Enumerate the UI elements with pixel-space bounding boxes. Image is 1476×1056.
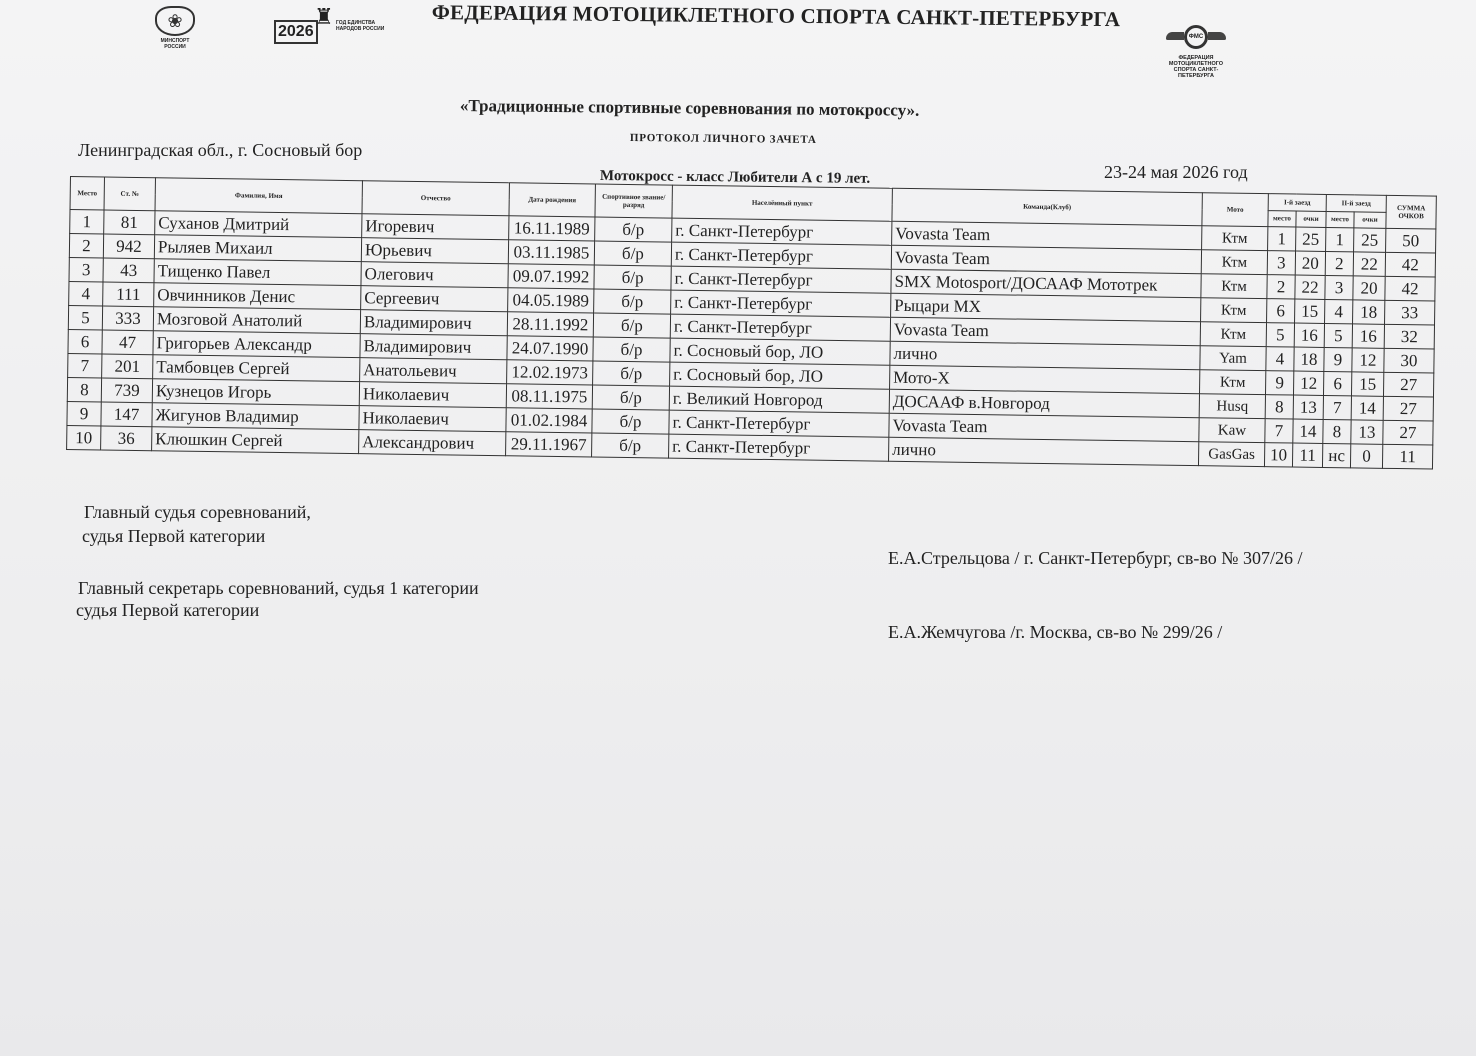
cell-race2-place: 1 xyxy=(1326,227,1354,251)
chief-secretary-title: Главный секретарь соревнований, судья 1 категории xyxy=(78,578,479,598)
cell-place: 5 xyxy=(68,305,102,329)
results-table-wrapper xyxy=(66,176,1437,470)
cell-patronymic: Олегович xyxy=(361,262,508,288)
cell-race2-place: нс xyxy=(1322,443,1350,467)
cell-place: 7 xyxy=(68,353,102,377)
cell-place: 10 xyxy=(67,425,101,449)
cell-moto: Ктм xyxy=(1201,298,1267,323)
year-of-unity-logo xyxy=(274,4,386,48)
cell-number: 47 xyxy=(102,330,153,355)
cell-rank: б/р xyxy=(593,313,670,338)
cell-team: Мото-Х xyxy=(890,365,1200,393)
minsport-logo xyxy=(150,6,200,50)
cell-race2-points: 20 xyxy=(1353,276,1385,300)
cell-race1-place: 8 xyxy=(1265,395,1293,419)
cell-name: Тищенко Павел xyxy=(154,259,361,286)
cell-race1-points: 12 xyxy=(1293,371,1323,395)
cell-rank: б/р xyxy=(592,409,669,434)
cell-name: Кузнецов Игорь xyxy=(152,379,359,406)
cell-team: лично xyxy=(889,437,1199,465)
cell-rank: б/р xyxy=(593,361,670,386)
cell-place: 1 xyxy=(70,210,104,234)
cell-moto: Ктм xyxy=(1200,370,1266,395)
winged-emblem-icon xyxy=(1166,24,1226,52)
cell-race1-points: 16 xyxy=(1294,323,1324,347)
cell-birth: 01.02.1984 xyxy=(506,408,592,433)
cell-total: 11 xyxy=(1382,444,1432,469)
col-race2-points: очки xyxy=(1354,211,1386,228)
cell-race1-place: 9 xyxy=(1265,371,1293,395)
col-patronymic: Отчество xyxy=(362,181,509,216)
cell-name: Тамбовцев Сергей xyxy=(153,355,360,382)
cell-race2-points: 14 xyxy=(1351,396,1383,420)
cell-moto: Ктм xyxy=(1202,226,1268,251)
cell-race1-place: 7 xyxy=(1265,419,1293,443)
cell-place: 4 xyxy=(69,281,103,305)
cell-moto: Kaw xyxy=(1199,418,1265,443)
cell-race2-place: 9 xyxy=(1324,347,1352,371)
cell-team: Vovasta Team xyxy=(890,317,1200,345)
cell-birth: 08.11.1975 xyxy=(506,384,592,409)
cell-city: г. Сосновый бор, ЛО xyxy=(670,362,890,389)
cell-race2-place: 3 xyxy=(1325,275,1353,299)
cell-name: Жигунов Владимир xyxy=(152,403,359,430)
cell-number: 333 xyxy=(102,306,153,331)
cell-race2-points: 22 xyxy=(1353,252,1385,276)
cell-total: 27 xyxy=(1383,420,1433,445)
cell-race1-place: 10 xyxy=(1264,443,1292,467)
cell-place: 6 xyxy=(68,329,102,353)
cell-race2-place: 5 xyxy=(1324,323,1352,347)
cell-name: Григорьев Александр xyxy=(153,331,360,358)
cell-team: Vovasta Team xyxy=(889,413,1199,441)
cell-team: SMX Motosport/ДОСААФ Мототрек xyxy=(891,269,1201,297)
cell-city: г. Санкт-Петербург xyxy=(671,242,891,269)
col-race1-points: очки xyxy=(1296,211,1326,228)
cell-moto: Ктм xyxy=(1201,250,1267,275)
cell-race1-points: 25 xyxy=(1296,227,1326,251)
cell-moto: Ктм xyxy=(1200,322,1266,347)
cell-race1-place: 6 xyxy=(1267,299,1295,323)
cell-number: 36 xyxy=(101,426,152,451)
cell-moto: Yam xyxy=(1200,346,1266,371)
cell-total: 33 xyxy=(1385,300,1435,325)
cell-patronymic: Владимирович xyxy=(360,334,507,360)
cell-rank: б/р xyxy=(593,337,670,362)
cell-team: Рыцари МХ xyxy=(891,293,1201,321)
col-number: Ст. № xyxy=(104,177,155,211)
cell-city: г. Санкт-Петербург xyxy=(671,290,891,317)
cell-rank: б/р xyxy=(594,265,671,290)
cell-patronymic: Николаевич xyxy=(359,406,506,432)
col-race1-place: место xyxy=(1268,210,1296,227)
cell-city: г. Санкт-Петербург xyxy=(672,218,892,245)
chief-judge-title: Главный судья соревнований, xyxy=(84,502,311,522)
cell-race2-place: 2 xyxy=(1325,251,1353,275)
cell-moto: Husq xyxy=(1199,394,1265,419)
cell-race1-points: 11 xyxy=(1292,443,1322,467)
minsport-caption: МИНСПОРТ РОССИИ xyxy=(160,38,190,50)
cell-number: 111 xyxy=(103,282,154,307)
cell-number: 201 xyxy=(102,354,153,379)
eagle-emblem-icon: ❀ xyxy=(155,6,195,36)
cell-race1-place: 2 xyxy=(1267,275,1295,299)
results-body xyxy=(67,210,1436,470)
cell-race1-place: 1 xyxy=(1268,227,1296,251)
cell-total: 50 xyxy=(1386,228,1436,253)
cell-birth: 29.11.1967 xyxy=(506,432,592,457)
cell-race2-place: 4 xyxy=(1325,299,1353,323)
cell-city: г. Санкт-Петербург xyxy=(671,266,891,293)
cell-total: 42 xyxy=(1385,252,1435,277)
cell-place: 3 xyxy=(69,257,103,281)
federation-logo-caption: ФЕДЕРАЦИЯ МОТОЦИКЛЕТНОГО СПОРТА САНКТ-ПЕТЕРБУРГА xyxy=(1168,55,1224,79)
col-rank: Спортивное звание/разряд xyxy=(595,184,672,218)
cell-city: г. Санкт-Петербург xyxy=(669,410,889,437)
cell-team: Vovasta Team xyxy=(891,245,1201,273)
cell-race1-place: 4 xyxy=(1266,347,1294,371)
cell-birth: 16.11.1989 xyxy=(509,216,595,241)
cell-city: г. Великий Новгород xyxy=(669,386,889,413)
emblem-text: ФМС xyxy=(1184,25,1208,49)
cell-race2-points: 15 xyxy=(1351,372,1383,396)
cell-rank: б/р xyxy=(592,433,669,458)
cell-total: 42 xyxy=(1385,276,1435,301)
chief-judge-category: судья Первой категории xyxy=(82,526,266,546)
cell-number: 942 xyxy=(103,234,154,259)
cell-race2-place: 6 xyxy=(1323,371,1351,395)
chief-secretary-signature: Е.А.Жемчугова /г. Москва, св-во № 299/26 / xyxy=(888,622,1223,642)
chief-judge-signature: Е.А.Стрельцова / г. Санкт-Петербург, св-во № 307/26 / xyxy=(888,548,1303,568)
year-logo-year: 2026 xyxy=(274,20,318,44)
cell-patronymic: Николаевич xyxy=(359,382,506,408)
cell-total: 27 xyxy=(1383,396,1433,421)
class-title: Мотокросс - класс Любители А с 19 лет. xyxy=(599,168,871,187)
col-city: Населённый пункт xyxy=(672,185,892,221)
cell-race1-points: 14 xyxy=(1293,419,1323,443)
cell-race2-place: 8 xyxy=(1323,419,1351,443)
cell-race2-points: 13 xyxy=(1351,420,1383,444)
cell-place: 2 xyxy=(69,234,103,258)
cell-patronymic: Анатольевич xyxy=(360,358,507,384)
protocol-title: ПРОТОКОЛ ЛИЧНОГО ЗАЧЕТА xyxy=(629,132,817,146)
col-race2: II-й заезд xyxy=(1326,194,1386,211)
cell-city: г. Сосновый бор, ЛО xyxy=(670,338,890,365)
cell-birth: 04.05.1989 xyxy=(508,288,594,313)
col-team: Команда(Клуб) xyxy=(892,188,1202,225)
cell-birth: 12.02.1973 xyxy=(507,360,593,385)
cell-race1-points: 22 xyxy=(1295,275,1325,299)
col-moto: Мото xyxy=(1202,193,1268,227)
cell-birth: 24.07.1990 xyxy=(507,336,593,361)
federation-title: ФЕДЕРАЦИЯ МОТОЦИКЛЕТНОГО СПОРТА САНКТ-ПЕТЕРБУРГА xyxy=(431,0,1121,32)
cell-birth: 28.11.1992 xyxy=(507,312,593,337)
cell-name: Суханов Дмитрий xyxy=(155,211,362,238)
col-race2-place: место xyxy=(1326,211,1354,228)
cell-rank: б/р xyxy=(595,217,672,242)
cell-moto: Ктм xyxy=(1201,274,1267,299)
cell-patronymic: Юрьевич xyxy=(361,238,508,264)
cell-race1-place: 5 xyxy=(1266,323,1294,347)
event-date: 23-24 мая 2026 год xyxy=(1104,162,1248,182)
cell-name: Овчинников Денис xyxy=(154,283,361,310)
cell-birth: 09.07.1992 xyxy=(508,264,594,289)
cell-race1-points: 18 xyxy=(1294,347,1324,371)
cell-name: Рыляев Михаил xyxy=(154,235,361,262)
cell-city: г. Санкт-Петербург xyxy=(670,314,890,341)
cell-total: 27 xyxy=(1383,372,1433,397)
cell-patronymic: Владимирович xyxy=(360,310,507,336)
chief-secretary-category: судья Первой категории xyxy=(76,600,260,620)
cell-name: Клюшкин Сергей xyxy=(152,427,359,454)
year-logo-caption: ГОД ЕДИНСТВА НАРОДОВ РОССИИ xyxy=(336,20,385,32)
col-name: Фамилия, Имя xyxy=(155,178,362,214)
cell-total: 32 xyxy=(1384,324,1434,349)
col-place: Место xyxy=(70,177,104,210)
cell-patronymic: Сергеевич xyxy=(361,286,508,312)
cell-race2-points: 18 xyxy=(1353,300,1385,324)
cell-race2-points: 25 xyxy=(1354,228,1386,252)
monument-icon: ♜ xyxy=(314,4,334,29)
cell-race2-place: 7 xyxy=(1323,395,1351,419)
cell-race1-place: 3 xyxy=(1267,251,1295,275)
cell-birth: 03.11.1985 xyxy=(508,240,594,265)
cell-place: 9 xyxy=(67,401,101,425)
cell-race1-points: 15 xyxy=(1295,299,1325,323)
col-total: СУММА ОЧКОВ xyxy=(1386,195,1436,229)
location: Ленинградская обл., г. Сосновый бор xyxy=(78,140,363,160)
cell-race2-points: 16 xyxy=(1352,324,1384,348)
cell-number: 147 xyxy=(101,402,152,427)
cell-race2-points: 12 xyxy=(1352,348,1384,372)
cell-rank: б/р xyxy=(592,385,669,410)
cell-place: 8 xyxy=(67,377,101,401)
cell-moto: GasGas xyxy=(1198,442,1264,467)
federation-logo xyxy=(1158,24,1234,79)
cell-rank: б/р xyxy=(594,289,671,314)
cell-team: ДОСААФ в.Новгород xyxy=(889,389,1199,417)
cell-patronymic: Александрович xyxy=(359,430,506,456)
col-birth: Дата рождения xyxy=(509,183,595,217)
cell-name: Мозговой Анатолий xyxy=(153,307,360,334)
cell-race1-points: 20 xyxy=(1295,251,1325,275)
cell-total: 30 xyxy=(1384,348,1434,373)
results-table xyxy=(66,176,1437,470)
cell-race2-points: 0 xyxy=(1350,444,1382,468)
cell-rank: б/р xyxy=(594,241,671,266)
col-race1: I-й заезд xyxy=(1268,194,1326,211)
cell-number: 81 xyxy=(104,210,155,235)
cell-race1-points: 13 xyxy=(1293,395,1323,419)
cell-team: Vovasta Team xyxy=(892,221,1202,249)
cell-team: лично xyxy=(890,341,1200,369)
cell-city: г. Санкт-Петербург xyxy=(669,434,889,461)
cell-number: 43 xyxy=(103,258,154,283)
cell-number: 739 xyxy=(101,378,152,403)
cell-patronymic: Игоревич xyxy=(362,214,509,240)
competition-title: «Традиционные спортивные соревнования по мотокроссу». xyxy=(459,96,920,120)
